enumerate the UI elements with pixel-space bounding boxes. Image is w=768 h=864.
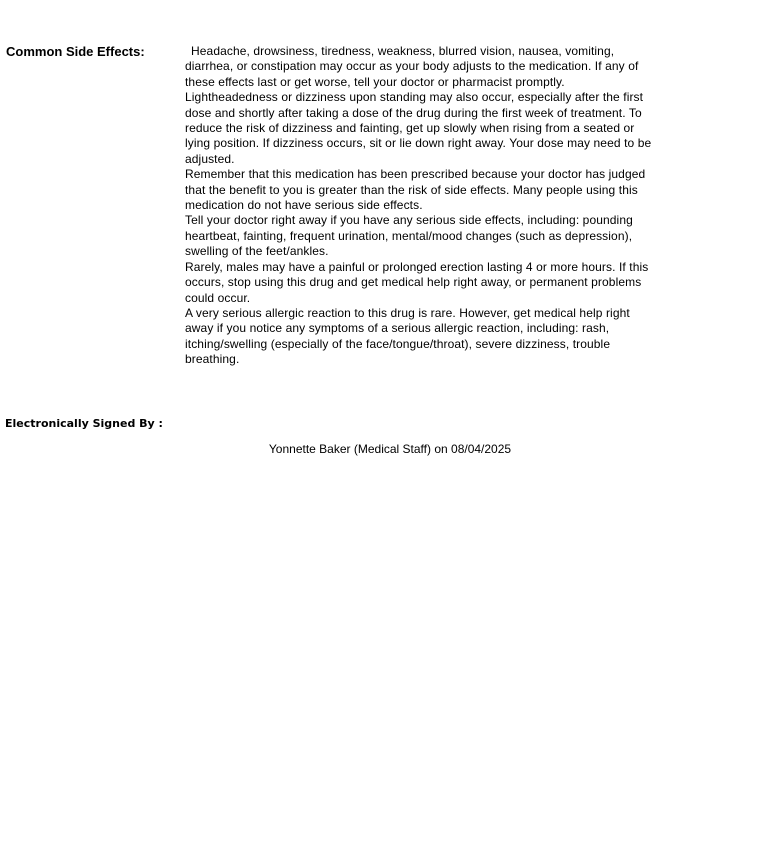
side-effects-paragraph: Headache, drowsiness, tiredness, weakness, blurred vision, nausea, vomiting, diarrhea, or constipation may occur as your body adjusts to the medication. If any of these effects last or get worse, tell your doctor or pharmacist promptly. bbox=[185, 44, 639, 89]
side-effects-paragraph: Remember that this medication has been prescribed because your doctor has judged that the benefit to you is greater than the risk of side effects. Many people using this medication do not have serious side effects. bbox=[185, 167, 646, 213]
side-effects-label: Common Side Effects: bbox=[6, 44, 145, 59]
signer-name: Yonnette Baker (Medical Staff) on 08/04/2025 bbox=[268, 442, 512, 456]
side-effects-paragraph: A very serious allergic reaction to this drug is rare. However, get medical help right away if you notice any symptoms of a serious allergic reaction, including: rash, itching/swelling (especially of the face/tongue/throat), severe dizziness, trouble breathing. bbox=[185, 305, 630, 367]
side-effects-paragraph: Tell your doctor right away if you have any serious side effects, including: pounding heartbeat, fainting, frequent urination, mental/mood changes (such as depression), swelling of the feet/ankles. bbox=[185, 213, 633, 259]
side-effects-text bbox=[185, 44, 655, 368]
side-effects-paragraph: Rarely, males may have a painful or prolonged erection lasting 4 or more hours. If this occurs, stop using this drug and get medical help right away, or permanent problems could occur. bbox=[185, 259, 649, 305]
side-effects-paragraph: Lightheadedness or dizziness upon standing may also occur, especially after the first dose and shortly after taking a dose of the drug during the first week of treatment. To reduce the risk of dizziness and fainting, get up slowly when rising from a seated or lying position. If dizziness occurs, sit or lie down right away. Your dose may need to be adjusted. bbox=[185, 90, 652, 166]
electronically-signed-label: Electronically Signed By : bbox=[5, 417, 163, 430]
